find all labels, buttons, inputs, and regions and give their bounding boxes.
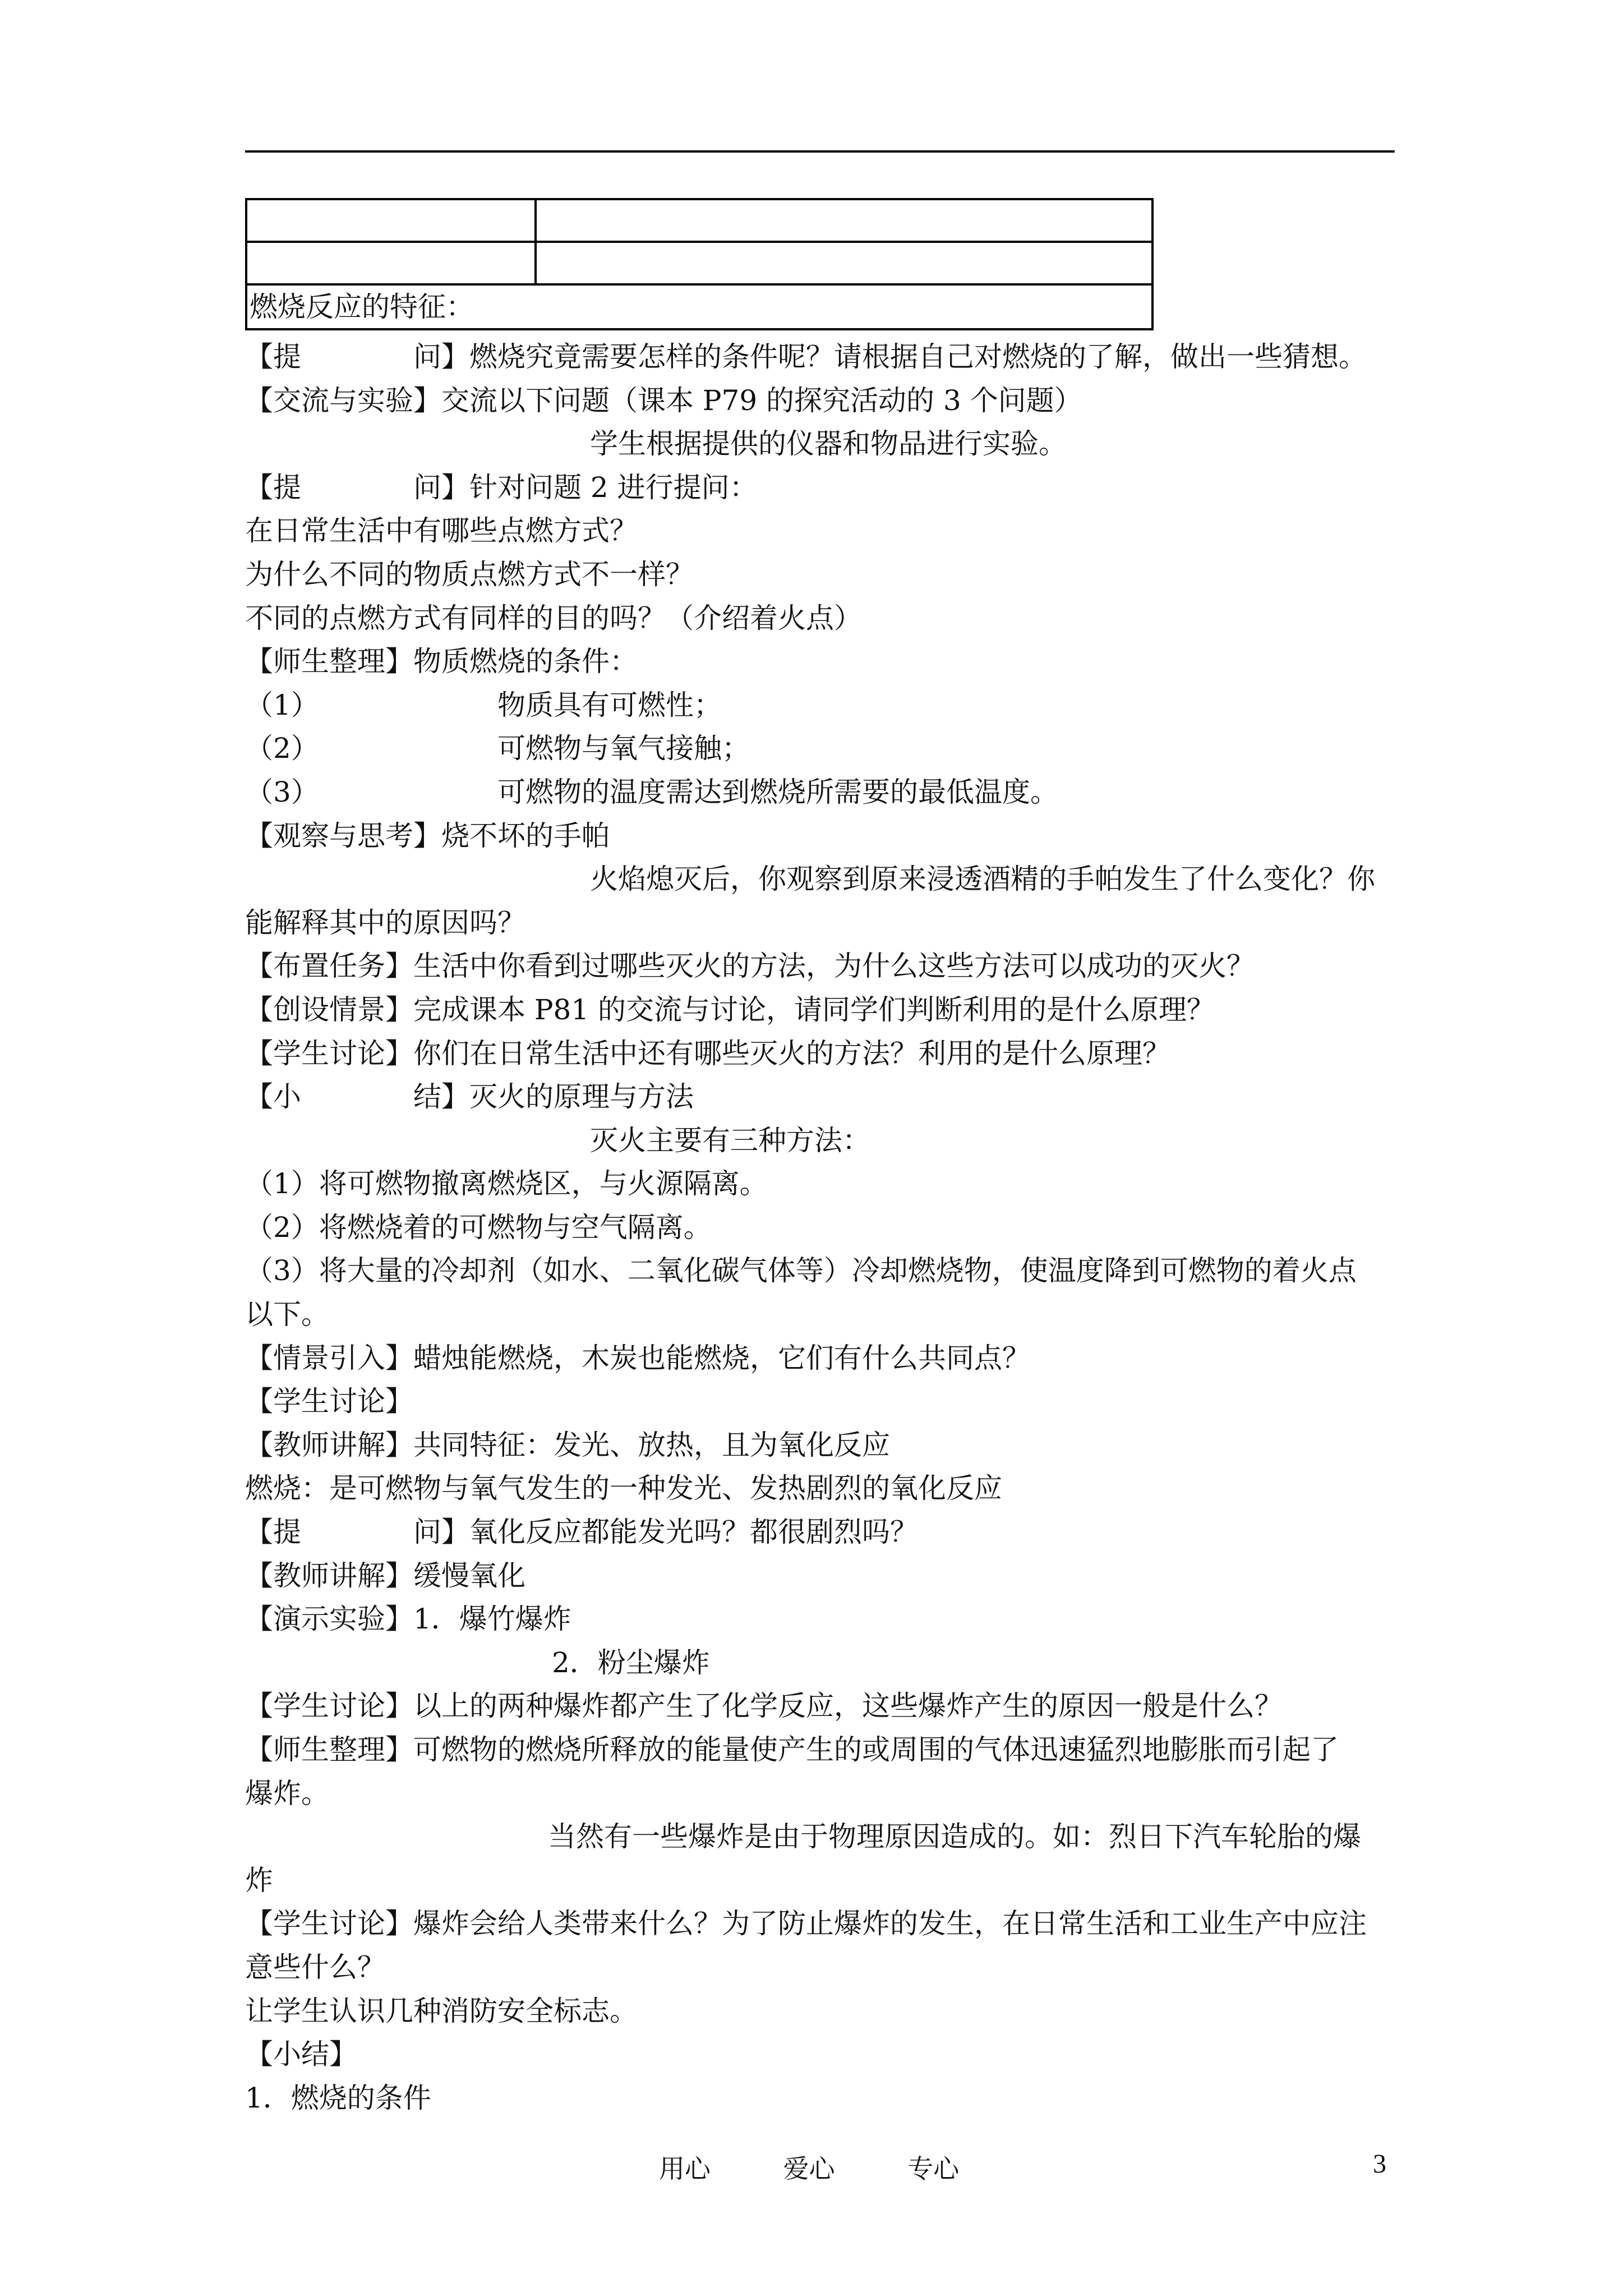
item-number: （2） [245, 732, 319, 765]
summary-line: 【师生整理】物质燃烧的条件： [245, 645, 638, 678]
text-line: 当然有一些爆炸是由于物理原因造成的。如：烈日下汽车轮胎的爆 [548, 1820, 1361, 1853]
table-caption-cell: 燃烧反应的特征： [246, 284, 1152, 329]
exchange-line: 【交流与实验】交流以下问题（课本 P79 的探究活动的 3 个问题） [245, 384, 1082, 417]
condition-item [245, 684, 1395, 728]
lesson-body [245, 335, 1395, 2120]
question-line [245, 466, 1395, 510]
text-line: 爆炸。 [245, 1777, 329, 1810]
text-line: 能解释其中的原因吗？ [245, 906, 525, 939]
item-text: 可燃物与氧气接触； [497, 732, 750, 765]
table-row [246, 199, 1152, 242]
experiment-line: 学生根据提供的仪器和物品进行实验。 [590, 427, 1067, 461]
text-line: 灭火主要有三种方法： [590, 1124, 870, 1157]
definition-line: 燃烧：是可燃物与氧气发生的一种发光、发热剧烈的氧化反应 [245, 1472, 1002, 1505]
summary-line [245, 1075, 1395, 1119]
question-line [245, 335, 1395, 379]
item-text: 可燃物的温度需达到燃烧所需要的最低温度。 [497, 775, 1058, 808]
table-cell [536, 199, 1152, 242]
item-number: （3） [245, 775, 319, 808]
text-line: 为什么不同的物质点燃方式不一样？ [245, 558, 694, 591]
summary-line: 【师生整理】可燃物的燃烧所释放的能量使产生的或周围的气体迅速猛烈地膨胀而引起了 [245, 1733, 1339, 1766]
question-line [245, 1511, 1395, 1554]
line-text: 针对问题 2 进行提问： [469, 471, 758, 504]
table-cell [536, 242, 1152, 284]
demo-line: 【演示实验】1．爆竹爆炸 [245, 1603, 571, 1636]
table-row [246, 242, 1152, 284]
item-text: 物质具有可燃性； [497, 688, 722, 721]
method-item: （2）将燃烧着的可燃物与空气隔离。 [245, 1211, 712, 1244]
summary-item: 1．燃烧的条件 [245, 2081, 431, 2114]
table-cell [246, 199, 536, 242]
summary-heading: 【小结】 [245, 2038, 357, 2071]
text-line: 让学生认识几种消防安全标志。 [245, 1994, 638, 2027]
item-number: （1） [245, 688, 319, 721]
line-text: 灭火的原理与方法 [469, 1080, 694, 1114]
table-cell [246, 242, 536, 284]
discussion-line: 【学生讨论】你们在日常生活中还有哪些灭火的方法？利用的是什么原理？ [245, 1037, 1170, 1070]
method-item: （3）将大量的冷却剂（如水、二氧化碳气体等）冷却燃烧物，使温度降到可燃物的着火点 [245, 1254, 1357, 1287]
text-line: 以下。 [245, 1298, 329, 1331]
discussion-line: 【学生讨论】以上的两种爆炸都产生了化学反应，这些爆炸产生的原因一般是什么？ [245, 1690, 1283, 1723]
teacher-line: 【教师讲解】缓慢氧化 [245, 1559, 525, 1592]
condition-item [245, 771, 1395, 815]
intro-line: 【情景引入】蜡烛能燃烧，木炭也能燃烧，它们有什么共同点？ [245, 1341, 1030, 1374]
observe-line: 【观察与思考】烧不坏的手帕 [245, 819, 610, 852]
feature-table [245, 198, 1154, 330]
page-number: 3 [1373, 2149, 1386, 2179]
method-item: （1）将可燃物撤离燃烧区，与火源隔离。 [245, 1167, 768, 1200]
text-line: 炸 [245, 1864, 273, 1897]
task-line: 【布置任务】生活中你看到过哪些灭火的方法，为什么这些方法可以成功的灭火？ [245, 950, 1255, 983]
discussion-line: 【学生讨论】 [245, 1385, 413, 1418]
header-rule [245, 150, 1395, 153]
motto-word: 爱心 [783, 2154, 835, 2184]
scenario-line: 【创设情景】完成课本 P81 的交流与讨论，请同学们判断利用的是什么原理？ [245, 993, 1215, 1026]
motto-word: 用心 [659, 2154, 711, 2184]
section-tag: 【提 问】 [245, 341, 469, 373]
motto-word: 专心 [907, 2154, 960, 2184]
section-tag: 【提 问】 [245, 471, 469, 504]
footer-motto [659, 2148, 1023, 2185]
section-tag: 【小 结】 [245, 1080, 469, 1114]
table-row [246, 284, 1152, 329]
text-line: 火焰熄灭后，你观察到原来浸透酒精的手帕发生了什么变化？你 [590, 863, 1375, 896]
demo-line: 2．粉尘爆炸 [552, 1646, 710, 1679]
section-tag: 【提 问】 [245, 1516, 469, 1549]
text-line: 在日常生活中有哪些点燃方式？ [245, 514, 638, 547]
text-line: 意些什么？ [245, 1950, 385, 1984]
teacher-line: 【教师讲解】共同特征：发光、放热，且为氧化反应 [245, 1428, 890, 1461]
line-text: 氧化反应都能发光吗？都很剧烈吗？ [469, 1516, 918, 1549]
line-text: 燃烧究竟需要怎样的条件呢？请根据自己对燃烧的了解，做出一些猜想。 [469, 341, 1367, 373]
condition-item [245, 727, 1395, 771]
discussion-line: 【学生讨论】爆炸会给人类带来什么？为了防止爆炸的发生，在日常生活和工业生产中应注 [245, 1907, 1367, 1940]
text-line: 不同的点燃方式有同样的目的吗？（介绍着火点） [245, 601, 862, 634]
